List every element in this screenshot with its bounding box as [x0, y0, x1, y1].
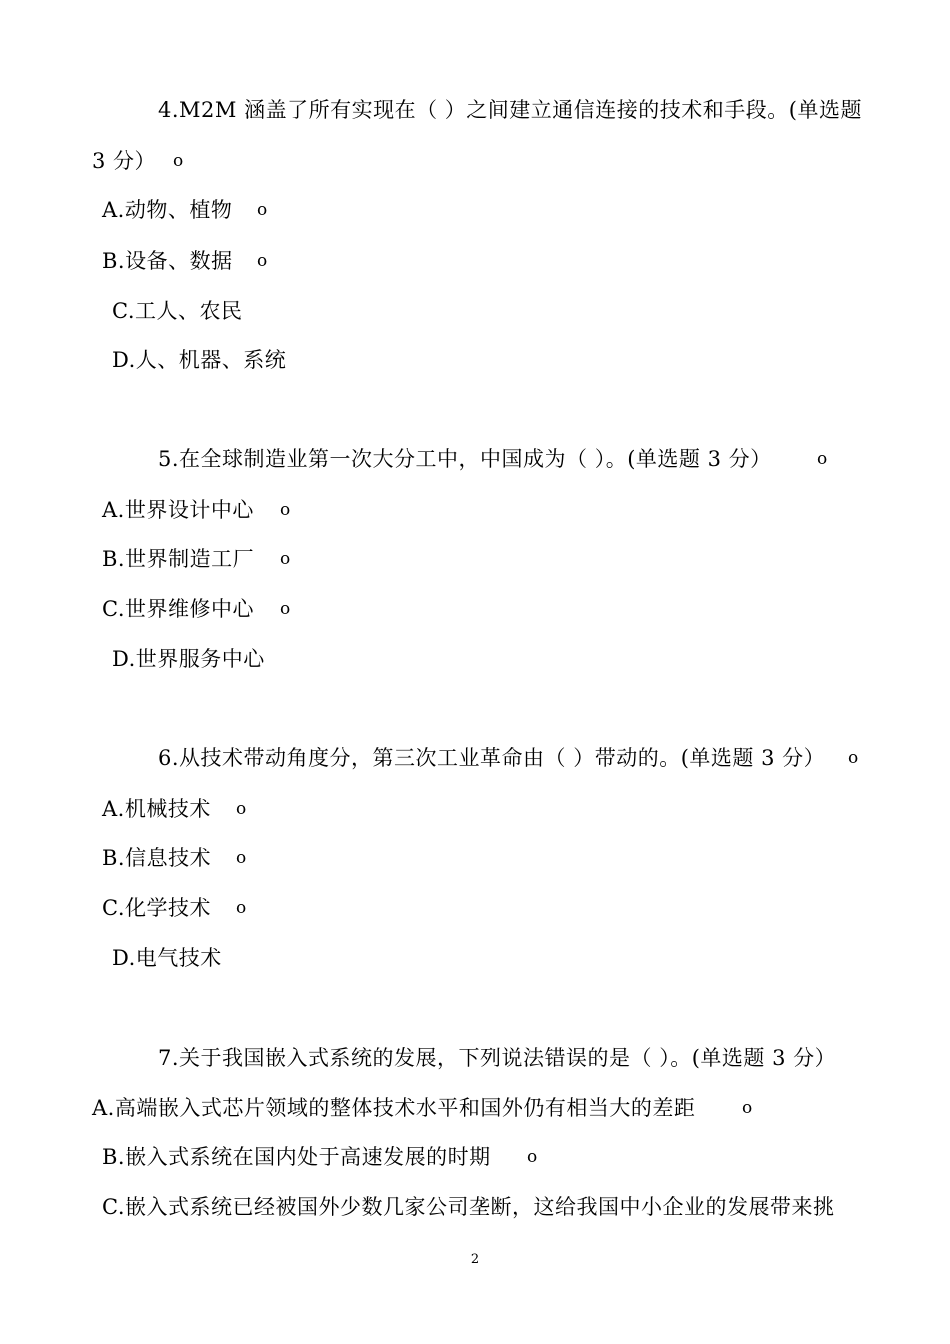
- question-4-stem: 4.M2M 涵盖了所有实现在（ ）之间建立通信连接的技术和手段。(单选题: [158, 98, 862, 122]
- question-6-option-d: D.电气技术: [112, 946, 222, 970]
- question-5-option-b: B.世界制造工厂: [102, 547, 255, 571]
- question-4-option-a-mark: o: [257, 200, 268, 220]
- question-4-mark: o: [173, 151, 184, 171]
- question-4-option-c: C.工人、农民: [112, 299, 243, 323]
- question-4-option-b: B.设备、数据: [102, 249, 233, 273]
- question-5-option-d: D.世界服务中心: [112, 647, 265, 671]
- question-5-option-c-mark: o: [280, 599, 291, 619]
- question-6-option-c-mark: o: [236, 898, 247, 918]
- question-5-option-a: A.世界设计中心: [102, 498, 254, 522]
- question-5-stem: 5.在全球制造业第一次大分工中，中国成为（ ）。(单选题 3 分）: [158, 447, 772, 471]
- question-7-option-b-mark: o: [527, 1147, 538, 1167]
- question-4-option-d: D.人、机器、系统: [112, 348, 287, 372]
- question-6-option-a-mark: o: [236, 799, 247, 819]
- question-5-mark: o: [817, 449, 828, 469]
- question-6-option-b-mark: o: [236, 848, 247, 868]
- question-7-option-b: B.嵌入式系统在国内处于高速发展的时期: [102, 1145, 491, 1169]
- question-6-mark: o: [848, 748, 859, 768]
- question-5-option-a-mark: o: [280, 500, 291, 520]
- question-6-option-b: B.信息技术: [102, 846, 212, 870]
- question-6-option-c: C.化学技术: [102, 896, 211, 920]
- question-4-option-b-mark: o: [257, 251, 268, 271]
- page-number: 2: [470, 1252, 480, 1267]
- question-7-stem: 7.关于我国嵌入式系统的发展，下列说法错误的是（ ）。(单选题 3 分）: [158, 1046, 837, 1070]
- question-5-option-b-mark: o: [280, 549, 291, 569]
- question-5-option-c: C.世界维修中心: [102, 597, 254, 621]
- question-7-option-c: C.嵌入式系统已经被国外少数几家公司垄断，这给我国中小企业的发展带来挑: [102, 1195, 835, 1219]
- question-6-stem: 6.从技术带动角度分，第三次工业革命由（ ）带动的。(单选题 3 分）: [158, 746, 826, 770]
- question-7-option-a: A.高端嵌入式芯片领域的整体技术水平和国外仍有相当大的差距: [92, 1096, 696, 1120]
- question-6-option-a: A.机械技术: [102, 797, 211, 821]
- question-4-option-a: A.动物、植物: [102, 198, 233, 222]
- question-7-option-a-mark: o: [742, 1098, 753, 1118]
- question-4-stem-continued: 3 分）: [92, 149, 157, 173]
